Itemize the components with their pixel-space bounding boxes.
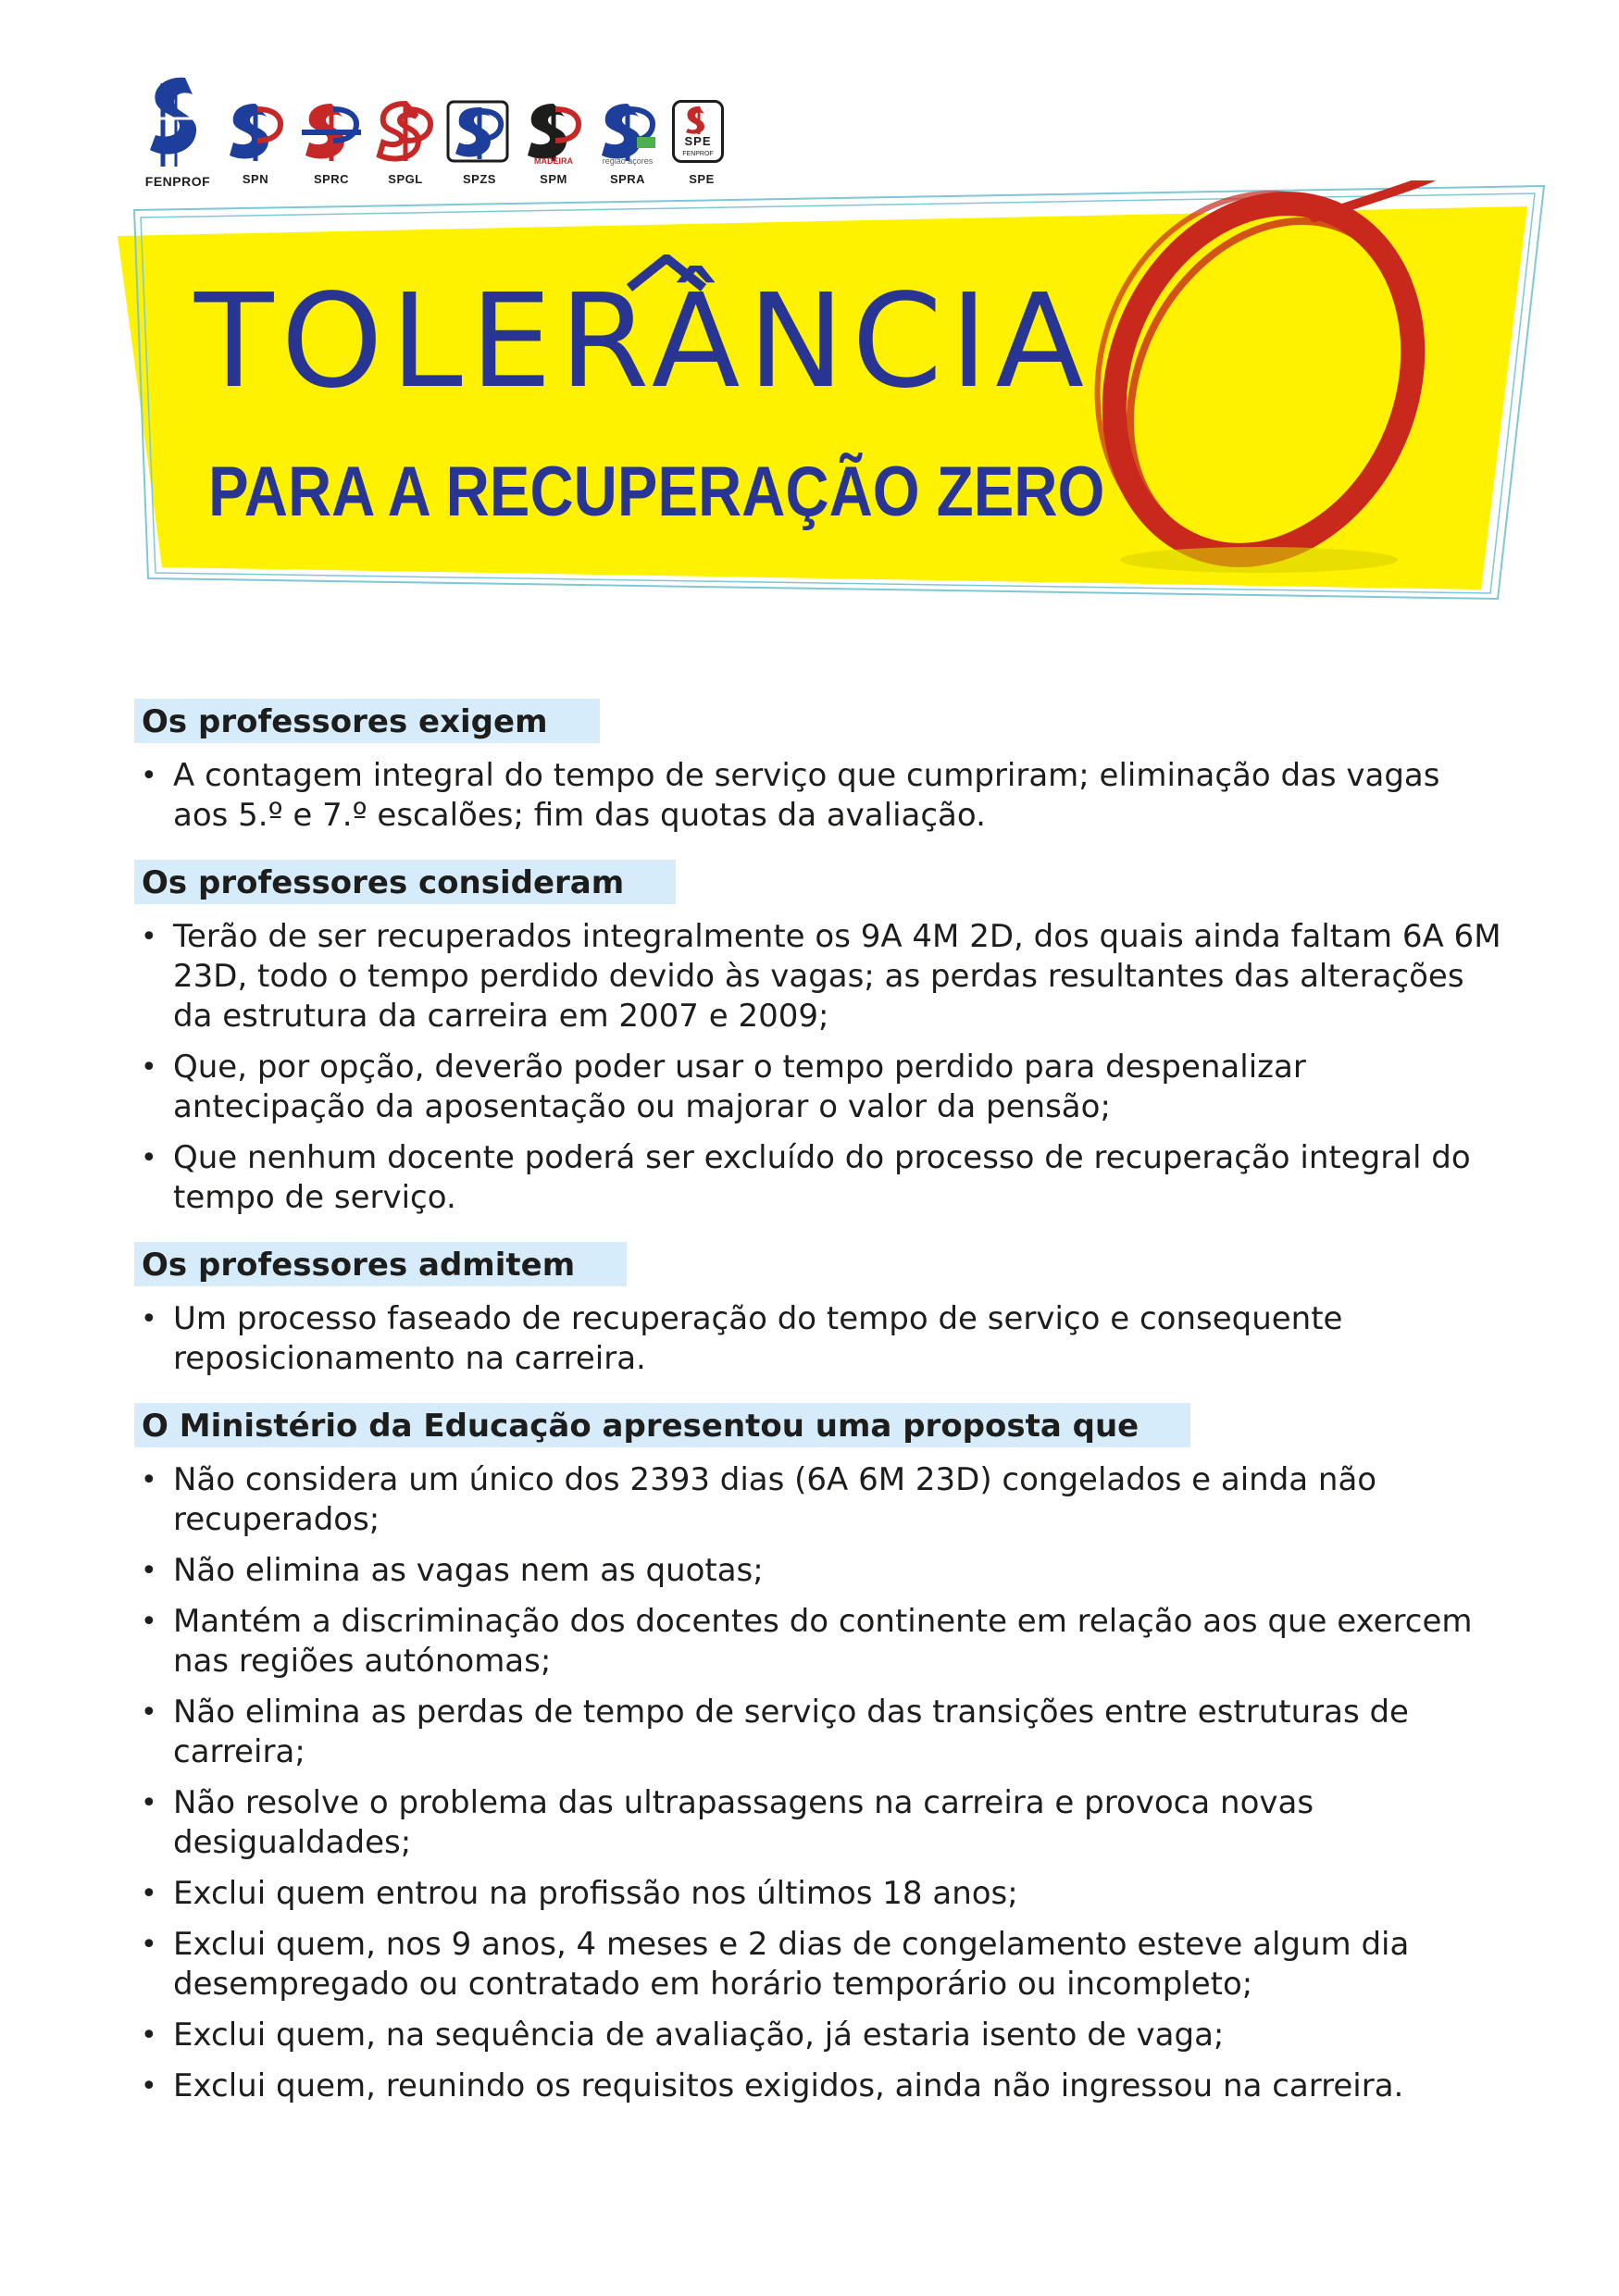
bullet-icon: • (141, 921, 157, 953)
bullet-icon: • (141, 1303, 157, 1335)
spgl-label: SPGL (388, 172, 423, 186)
list-item: • Não elimina as perdas de tempo de serviço das transições entre estruturas de carreira; (141, 1694, 1409, 1770)
spm-label: SPM (540, 172, 567, 186)
bullet-icon: • (141, 1929, 157, 1961)
spm-sublabel: MADEIRA (534, 156, 573, 166)
spm-logo (520, 72, 587, 192)
section-ministerio-proposta (134, 1403, 1504, 2106)
list-item: • Mantém a discriminação dos docentes do continente em relação aos que exercem nas regiões autónomas; (141, 1603, 1473, 1680)
bullet-icon: • (141, 1606, 157, 1638)
bullet-icon: • (141, 1787, 157, 1819)
fenprof-logo (139, 72, 211, 192)
section-heading: Os professores exigem (134, 699, 600, 743)
list-item: • Terão de ser recuperados integralmente os 9A 4M 2D, dos quais ainda faltam 6A 6M 23D, todo o tempo perdido devido às vagas; as perdas resultantes das alterações da estrutura da carreira em 2007 e 2009; (141, 918, 1501, 1035)
page-subtitle: PARA A RECUPERAÇÃO ZERO (208, 453, 1105, 531)
list-item: • Não resolve o problema das ultrapassagens na carreira e provoca novas desigualdades; (141, 1784, 1314, 1861)
union-logos (139, 72, 741, 192)
spm-emblem-icon (520, 100, 587, 163)
bullet-icon: • (141, 760, 157, 792)
bullet-icon: • (141, 2019, 157, 2052)
fenprof-emblem-icon (139, 74, 209, 170)
list-item: • Que nenhum docente poderá ser excluído do processo de recuperação integral do tempo de serviço. (141, 1139, 1471, 1216)
main-content (134, 699, 1504, 2117)
sprc-logo (298, 72, 365, 192)
bullet-icon: • (141, 1555, 157, 1587)
section-heading: Os professores admitem (134, 1242, 627, 1286)
spe-inner-text: SPE (684, 134, 712, 148)
spzs-label: SPZS (463, 172, 496, 186)
page-title: TOLERÂNCIA (194, 267, 1092, 417)
spra-sublabel: região açores (602, 156, 654, 166)
spgl-emblem-icon (372, 100, 439, 163)
fenprof-label: FENPROF (144, 174, 211, 189)
spra-logo (594, 72, 661, 192)
bullet-icon: • (141, 1878, 157, 1910)
bullet-icon: • (141, 1142, 157, 1174)
bullet-list (134, 1460, 1504, 2106)
spzs-logo (446, 72, 513, 192)
spn-emblem-icon (222, 100, 289, 163)
spe-inner-small: FENPROF (682, 151, 714, 157)
spn-logo (222, 72, 289, 192)
list-item: • Exclui quem, reunindo os requisitos exigidos, ainda não ingressou na carreira. (141, 2067, 1404, 2104)
spra-label: SPRA (609, 172, 646, 186)
section-admitem (134, 1242, 1504, 1379)
spn-label: SPN (242, 172, 269, 186)
bullet-icon: • (141, 1696, 157, 1729)
spzs-emblem-icon (446, 100, 513, 163)
section-heading: O Ministério da Educação apresentou uma proposta que (134, 1403, 1190, 1447)
bullet-icon: • (141, 1051, 157, 1084)
spgl-logo (372, 72, 439, 192)
list-item: • Exclui quem, na sequência de avaliação, já estaria isento de vaga; (141, 2017, 1225, 2054)
spe-emblem (672, 100, 724, 163)
list-item: • Exclui quem, nos 9 anos, 4 meses e 2 dias de congelamento esteve algum dia desempregado ou contratado em horário temporário ou incompleto; (141, 1926, 1410, 2003)
spe-label: SPE (689, 172, 715, 186)
spra-emblem-icon (594, 100, 661, 163)
section-exigem (134, 699, 1504, 836)
list-item: • Que, por opção, deverão poder usar o tempo perdido para despenalizar antecipação da aposentação ou majorar o valor da pensão; (141, 1049, 1306, 1125)
list-item: • Exclui quem entrou na profissão nos últimos 18 anos; (141, 1875, 1018, 1912)
list-item: • A contagem integral do tempo de serviço que cumpriram; eliminação das vagas aos 5.º e 7.º escalões; fim das quotas da avaliação. (141, 757, 1440, 834)
sprc-emblem-icon (298, 100, 365, 163)
bullet-list (134, 756, 1504, 836)
bullet-list (134, 1299, 1504, 1379)
bullet-list (134, 917, 1504, 1218)
sprc-label: SPRC (313, 172, 350, 186)
spe-logo (668, 72, 735, 192)
bullet-icon: • (141, 1464, 157, 1496)
list-item: • Não considera um único dos 2393 dias (6A 6M 23D) congelados e ainda não recuperados; (141, 1461, 1377, 1538)
section-heading: Os professores consideram (134, 860, 676, 904)
list-item: • Não elimina as vagas nem as quotas; (141, 1552, 764, 1589)
spe-emblem-icon (680, 105, 717, 134)
section-consideram (134, 860, 1504, 1218)
list-item: • Um processo faseado de recuperação do tempo de serviço e consequente reposicionamento na carreira. (141, 1300, 1343, 1377)
bullet-icon: • (141, 2070, 157, 2103)
